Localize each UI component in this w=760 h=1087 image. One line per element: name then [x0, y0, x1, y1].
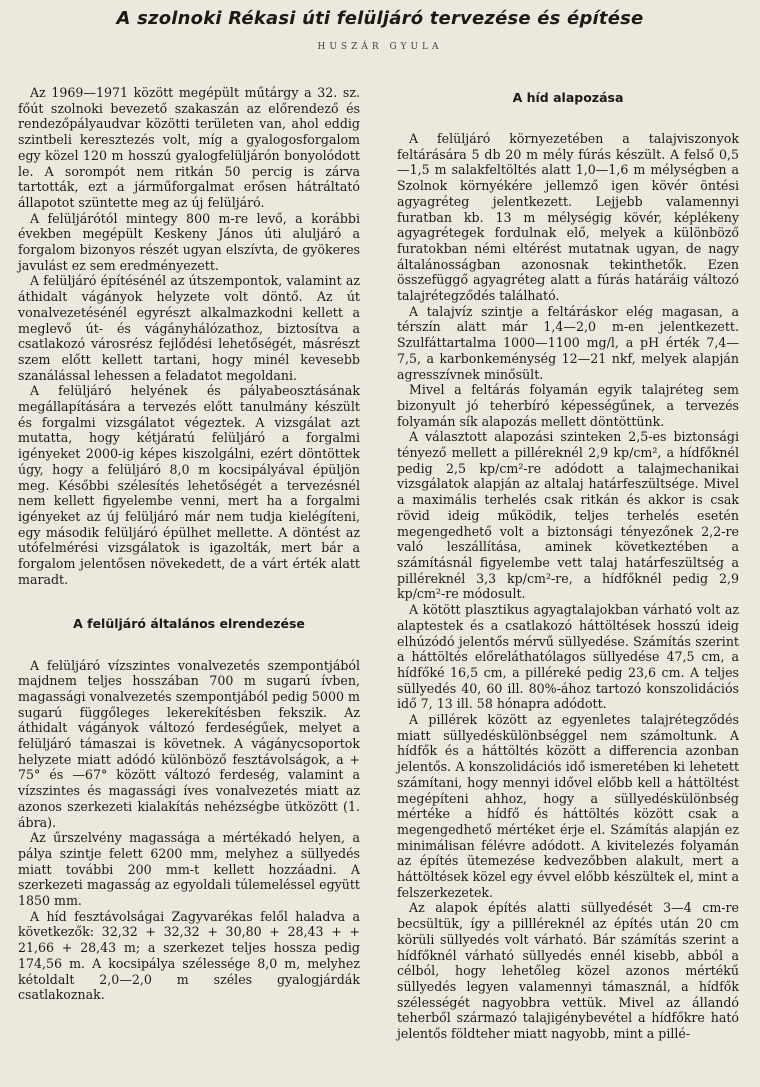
author-byline: HUSZÁR GYULA	[317, 42, 443, 52]
paragraph: A felüljáró vízszintes vonalvezetés szempontjából majdnem teljes hosszában 700 m sugarú ívben, magassági vonalvezetés szempontjából pedig 5000 m sugarú függőleges lekerekítésben fekszik. Az áthidalt vágányok változó ferdeségűek, melyet a felüljáró támaszai is követnek. A vágánycsoportok helyzete miatt adódó különböző fesztávolságok, a + 75° és —67° között változó ferdeség, valamint a vízszintes és magassági íves vonalvezetés miatt az azonos szerkezeti kialakítás nehézségbe ütközött (1. ábra).	[18, 657, 360, 830]
left-column	[18, 85, 360, 1003]
paragraph: Mivel a feltárás folyamán egyik talajréteg sem bizonyult jó teherbíró képességűnek, a tervezés folyamán sík alapozás mellett döntöttünk.	[397, 382, 739, 429]
paragraph: A talajvíz szintje a feltáráskor elég magasan, a térszín alatt már 1,4—2,0 m-en jelentkezett. Szulfáttartalma 1000—1100 mg/l, a pH érték 7,4—7,5, a karbonkeménység 12—21 nkf, melyek alapján agresszívnek minősült.	[397, 303, 739, 382]
paragraph: A pillérek között az egyenletes talajrétegződés miatt süllyedéskülönbséggel nem számoltunk. A hídfők és a háttöltés között a differencia azonban jelentős. A konszolidációs idő ismeretében ki lehetett számítani, hogy mennyi idővel előbb kell a háttöltést megépíteni ahhoz, hogy a süllyedéskülönbség mértéke a hídfő és háttöltés között csak a megengedhető mértéket érje el. Számítás alapján ez minimálisan félévre adódott. A kivitelezés folyamán az építés ütemezése kedvezőbben alakult, mert a háttöltések közel egy évvel előbb készültek el, mint a felszerkezetek.	[397, 712, 739, 900]
article-title: A szolnoki Rékasi úti felüljáró tervezése és építése	[116, 8, 644, 29]
paragraph: Az alapok építés alatti süllyedését 3—4 cm-re becsültük, így a pillléreknél az építés után 20 cm körüli süllyedés volt várható. Bár számítás szerint a hídfőknél várható süllyedés ennél kisebb, abból a célból, hogy lehetőleg közel azonos mértékű süllyedés legyen valamennyi támasznál, a hídfők szélességét nagyobbra vettük. Mivel az állandó teherből származó talajigénybevétel a hídfőkre ható jelentős földteher miatt nagyobb, mint a pillé-	[397, 900, 739, 1042]
section-heading: A felüljáró általános elrendezése	[73, 615, 305, 631]
paragraph: A felüljáró építésénél az útszempontok, valamint az áthidalt vágányok helyzete volt döntő. Az út vonalvezetésénél egyrészt alkalmazkodni kellett a meglevő út- és vágányhálózathoz, biztosítva a csatlakozó városrész fejlődési lehetőségét, másrészt szem előtt kellett tartani, hogy minél kevesebb szanálással lehessen a feladatot megoldani.	[18, 273, 360, 383]
paragraph: A kötött plasztikus agyagtalajokban várható volt az alaptestek és a csatlakozó háttöltések hosszú ideig elhúzódó jelentős mérvű süllyedése. Számítás szerint a háttöltés előreláthatólagos süllyedése 47,5 cm, a hídfőké 16,5 cm, a pilléreké pedig 23,6 cm. A teljes süllyedés 40, 60 ill. 80%-ához tartozó konszolidációs idő 7, 13 ill. 58 hónapra adódott.	[397, 602, 739, 712]
paragraph: Az 1969—1971 között megépült műtárgy a 32. sz. főút szolnoki bevezető szakaszán az előrendező és rendezőpályaudvar közötti területen van, ahol eddig szintbeli keresztezés volt, míg a gyalogosforgalom egy közel 120 m hosszú gyalogfelüljárón bonyolódott le. A sorompót nem ritkán 50 percig is zárva tartották, ezt a járműforgalmat erősen hátráltató állapotot szüntette meg az új felüljáró.	[18, 85, 360, 210]
paragraph: A híd fesztávolságai Zagyvarékas felől haladva a következők: 32,32 + 32,32 + 30,80 + 28,43 + + 21,66 + 28,43 m; a szerkezet teljes hossza pedig 174,56 m. A kocsipálya szélessége 8,0 m, melyhez kétoldalt 2,0—2,0 m széles gyalogjárdák csatlakoznak.	[18, 908, 360, 1003]
right-column	[397, 85, 739, 1042]
paragraph: Az űrszelvény magassága a mértékadó helyen, a pálya szintje felett 6200 mm, melyhez a süllyedés miatt további 200 mm-t kellett hozzáadni. A szerkezeti magasság az egyoldali túlemeléssel együtt 1850 mm.	[18, 830, 360, 909]
paragraph: A felüljáró környezetében a talajviszonyok feltárására 5 db 20 m mély fúrás készült. A felső 0,5—1,5 m salakfeltöltés alatt 1,0—1,6 m mélységben a Szolnok környékére jellemző igen kövér öntési agyagréteg jelentkezett. Lejjebb valamennyi furatban kb. 13 m mélységig kövér, képlékeny agyagrétegek fordulnak elő, melyek a különböző furatokban némi eltérést mutatnak ugyan, de nagy általánosságban azonosnak tekinthetők. Ezen összefüggő agyagréteg alatt a fúrás határáig változó talajrétegződés található.	[397, 131, 739, 304]
paragraph: A választott alapozási szinteken 2,5-es biztonsági tényező mellett a pilléreknél 2,9 kp/cm², a hídfőknél pedig 2,5 kp/cm²-re adódott a talajmechanikai vizsgálatok alapján az altalaj határfeszültsége. Mivel a maximális terhelés csak ritkán és akkor is csak rövid ideig működik, teljes terhelés esetén megengedhető volt a biztonsági tényezőnek 2,2-re való leszállítása, aminek következtében a számításnál figyelembe vett talaj határfeszültség a pilléreknél 3,3 kp/cm²-re, a hídfőknél pedig 2,9 kp/cm²-re módosult.	[397, 429, 739, 602]
paragraph: A felüljáró helyének és pályabeosztásának megállapítására a tervezés előtt tanulmány készült és forgalmi vizsgálatot végeztek. A vizsgálat azt mutatta, hogy kétjáratú felüljáró a forgalmi igényeket 2000-ig képes kiszolgálni, ezért döntöttek úgy, hogy a felüljáró 8,0 m kocsipályával épüljön meg. Későbbi szélesítés lehetőségét a tervezésnél nem kellett figyelembe venni, mert ha a forgalmi igényeket az új felüljáró már nem tudja kielégíteni, egy második felüljáró épülhet mellette. A döntést az utófelmérési vizsgálatok is igazolták, mert bár a forgalom jelentősen növekedett, de a várt érték alatt maradt.	[18, 383, 360, 587]
paragraph: A felüljárótól mintegy 800 m-re levő, a korábbi években megépült Keskeny János úti aluljáró a forgalom bizonyos részét ugyan elszívta, de gyökeres javulást ez sem eredményezett.	[18, 210, 360, 273]
section-heading: A híd alapozása	[512, 90, 624, 105]
